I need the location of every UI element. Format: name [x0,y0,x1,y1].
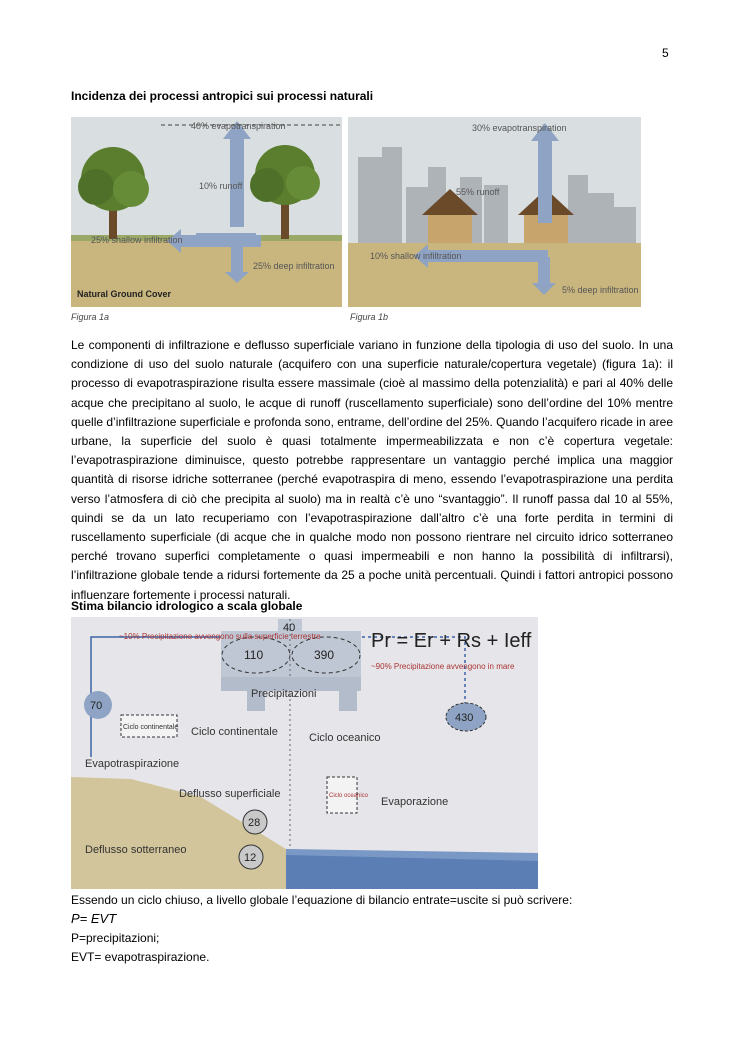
body-text: Essendo un ciclo chiuso, a livello globale l’equazione di bilancio entrate=uscite si può scrivere: [71,893,573,907]
section-heading: Stima bilancio idrologico a scala globale [71,599,303,613]
body-paragraph: Le componenti di infiltrazione e deflusso superficiale variano in funzione della tipologia di uso del suolo. In una condizione di uso del suolo naturale (acquifero con una superficie naturale/copertura vegetale) (figura 1a): il processo di evapotraspirazione risulta essere massimale (cioè al massimo della potenzialità) e pari al 40% delle acque che precipitano al suolo, le acque di runoff (ruscellamento superficiale) sono dell’ordine del 10% mentre quelle d’infiltrazione superficiale e profonda sono, entrame, dell’ordine del 25%. Quando l’acquifero ricade in aree urbane, la superficie del suolo è quasi totalmente impermeabilizzata e non c’è copertura vegetale: l’evapotraspirazione diminuisce, questo potrebbe rappresentare un vantaggio perché implica una maggior quantità di risorse idriche sotterranee (perché evapotraspira di meno, essendo l’evapotraspirazione una perdita verso l’atmosfera di ciò che precipita al suolo) ma in realtà c’è uno “svantaggio”. Il runoff passa dal 10 al 55%, quindi se da un lato recuperiamo con l’evapotraspirazione dall’altro c’è una forte perdita in termini di ruscellamento superficiale (di acque che in qualche modo non possono rientrare nel circuito idrico sotterraneo perché trovano superfici completamente o quasi impermeabili e non hanno la possibilità di infiltrarsi), l’infiltrazione globale tende a ridursi fortemente da 25 a poche unità percentuali. Quindi i fattori antropici possono influenzare fortemente i processi naturali. [71,338,673,602]
section-heading: Incidenza dei processi antropici sui processi naturali [71,89,374,103]
label-precipitazioni: Precipitazioni [251,688,317,700]
fig1a-shallow-label: 25% shallow infiltration [91,235,183,245]
figure-1b-caption: Figura 1b [350,312,389,322]
fig1a-title: Natural Ground Cover [77,289,172,299]
fig1b-evapo-label: 30% evapotranspiration [472,123,567,133]
value-40: 40 [283,622,296,634]
value-430: 430 [455,712,474,724]
figure-1a-caption: Figura 1a [71,312,110,322]
fig1b-runoff-label: 55% runoff [456,187,500,197]
value-12: 12 [244,852,257,864]
fig1a-deep-label: 25% deep infiltration [253,261,335,271]
fig1a-runoff-label: 10% runoff [199,181,243,191]
fig1b-deep-label: 5% deep infiltration [562,285,639,295]
label-ciclo-oceanico-box: Ciclo oceanico [329,793,369,799]
value-28: 28 [248,817,261,829]
label-ciclo-oceanico: Ciclo oceanico [309,732,381,744]
figure-global-water-balance [71,617,538,889]
value-70: 70 [90,700,103,712]
fig1b-shallow-label: 10% shallow infiltration [370,251,462,261]
page-number: 5 [662,46,669,60]
equation-text: P= EVT [71,911,117,926]
label-ciclo-continentale: Ciclo continentale [191,726,278,738]
label-evaporazione: Evaporazione [381,796,449,808]
fig1a-evapo-label: 40% evapotranspiration [191,121,286,131]
label-deflusso-superficiale: Deflusso superficiale [179,788,281,800]
value-390: 390 [314,648,335,662]
definition-p: P=precipitazioni; [71,931,160,945]
note-left: ~10% Precipitazione avvengono sulla superficie terrestre [119,632,321,641]
balance-equation: Pr = Er + Rs + Ieff [371,630,532,652]
figure-1a-natural-ground-cover [71,117,342,307]
definition-evt: EVT= evapotraspirazione. [71,950,210,964]
label-ciclo-continentale-box: Ciclo continentale [123,724,179,731]
value-110: 110 [244,648,264,662]
note-right: ~90% Precipitazione avvengono in mare [371,662,515,671]
label-deflusso-sotterraneo: Deflusso sotterraneo [85,844,187,856]
label-evapotraspirazione: Evapotraspirazione [85,758,180,770]
figure-1b-urban-ground-cover [348,117,641,307]
